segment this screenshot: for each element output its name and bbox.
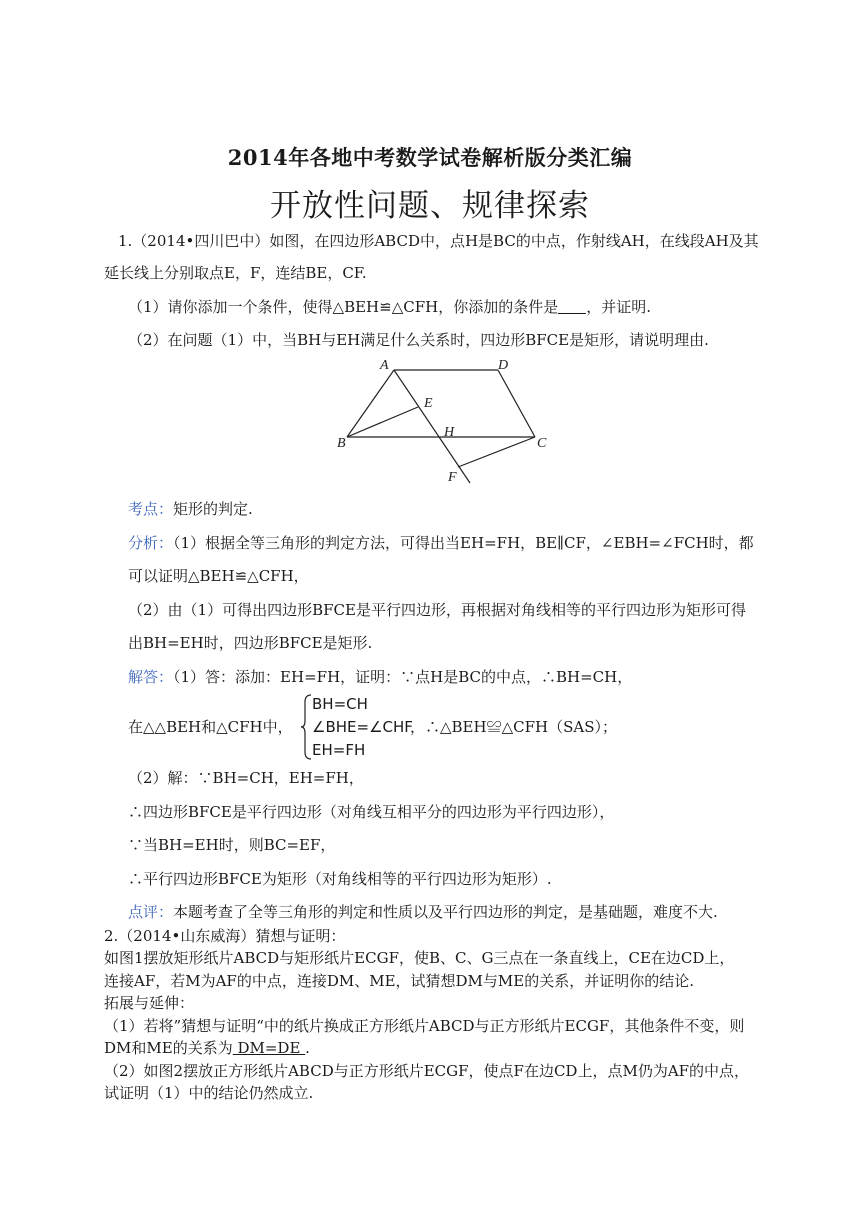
q1-stem-line1: 1.（2014•四川巴中）如图，在四边形ABCD中，点H是BC的中点，作射线AH，在线段AH及其 [118, 232, 759, 250]
kaodian-row [128, 499, 253, 519]
jieda-line1: （1）答：添加：EH=FH，证明：∵点H是BC的中点，∴BH=CH， [173, 668, 633, 686]
dianping-row [128, 902, 718, 922]
jieda-row [128, 667, 632, 687]
label-F: F [448, 470, 457, 485]
label-E: E [424, 396, 433, 411]
q2-line7: （2）如图2摆放正方形纸片ABCD与正方形纸片ECGF，使点F在边CD上，点M仍为AF的中点， [104, 1062, 750, 1080]
q2-line3: 连接AF，若M为AF的中点，连接DM、ME，试猜想DM与ME的关系，并证明你的结论. [104, 972, 694, 990]
q2-line4: 拓展与延伸： [104, 994, 195, 1012]
label-A: A [380, 358, 389, 373]
q2-line8: 试证明（1）中的结论仍然成立. [104, 1084, 314, 1102]
dianping-label: 点评： [128, 903, 174, 921]
q1-part1 [128, 297, 651, 317]
fenxi-line2: 可以证明△BEH≌△CFH， [128, 567, 309, 585]
jieda-label: 解答： [128, 668, 174, 686]
fenxi-line1: （1）根据全等三角形的判定方法，可得出当EH=FH，BE∥CF，∠EBH=∠FCH时，都 [173, 534, 754, 552]
jieda-line2b: ，∴△BEH≌△CFH（SAS）； [410, 718, 617, 736]
fenxi-row [128, 533, 754, 553]
ray-AH [394, 370, 470, 483]
kaodian-text: 矩形的判定. [173, 500, 253, 518]
segment-CF [458, 437, 535, 467]
system-eq1: BH=CH [312, 695, 368, 713]
q2-line6-tail: . [305, 1039, 310, 1057]
document-subtitle: 开放性问题、规律探索 [270, 188, 590, 224]
segment-DC [498, 370, 535, 437]
q2-line6 [104, 1038, 310, 1058]
q2-answer: DM=DE [232, 1039, 306, 1057]
system-eq2: ∠BHE=∠CHF [312, 718, 413, 736]
q1-part1-tail: ，并证明. [586, 298, 651, 316]
system-eq3: EH=FH [312, 741, 366, 759]
fenxi-label: 分析： [128, 534, 174, 552]
q2-line1: 2.（2014•山东威海）猜想与证明： [104, 927, 346, 945]
jieda-line6: ∴平行四边形BFCE为矩形（对角线相等的平行四边形为矩形）. [128, 870, 552, 888]
fenxi-line4: 出BH=EH时，四边形BFCE是矩形. [128, 634, 373, 652]
dianping-text: 本题考查了全等三角形的判定和性质以及平行四边形的判定，是基础题，难度不大. [173, 903, 718, 921]
left-brace [300, 694, 312, 760]
quadrilateral-figure [330, 355, 560, 490]
fenxi-line3: （2）由（1）可得出四边形BFCE是平行四边形，再根据对角线相等的平行四边形为矩形可得 [128, 601, 746, 619]
jieda-line4: ∴四边形BFCE是平行四边形（对角线互相平分的四边形为平行四边形）， [128, 803, 615, 821]
answer-blank [558, 299, 586, 314]
jieda-line5: ∵当BH=EH时，则BC=EF， [128, 836, 336, 854]
q2-line6-text: DM和ME的关系为 [104, 1039, 233, 1057]
document-title: 2014年各地中考数学试卷解析版分类汇编 [227, 145, 633, 170]
q1-part1-text: （1）请你添加一个条件，使得△BEH≌△CFH，你添加的条件是 [128, 298, 559, 316]
q2-line2: 如图1摆放矩形纸片ABCD与矩形纸片ECGF，使B、C、G三点在一条直线上，CE在边CD上， [104, 949, 735, 967]
jieda-line2a: 在△△BEH和△CFH中， [128, 718, 293, 736]
jieda-line3: （2）解：∵BH=CH，EH=FH， [128, 769, 364, 787]
label-B: B [337, 436, 346, 451]
q1-stem-line2: 延长线上分别取点E，F，连结BE，CF. [104, 264, 367, 282]
label-H: H [444, 425, 455, 440]
q1-part2: （2）在问题（1）中，当BH与EH满足什么关系时，四边形BFCE是矩形，请说明理由. [128, 331, 709, 349]
kaodian-label: 考点： [128, 500, 174, 518]
label-C: C [537, 436, 547, 451]
q2-line5: （1）若将”猜想与证明“中的纸片换成正方形纸片ABCD与正方形纸片ECGF，其他条件不变，则 [104, 1017, 745, 1035]
label-D: D [498, 358, 509, 373]
